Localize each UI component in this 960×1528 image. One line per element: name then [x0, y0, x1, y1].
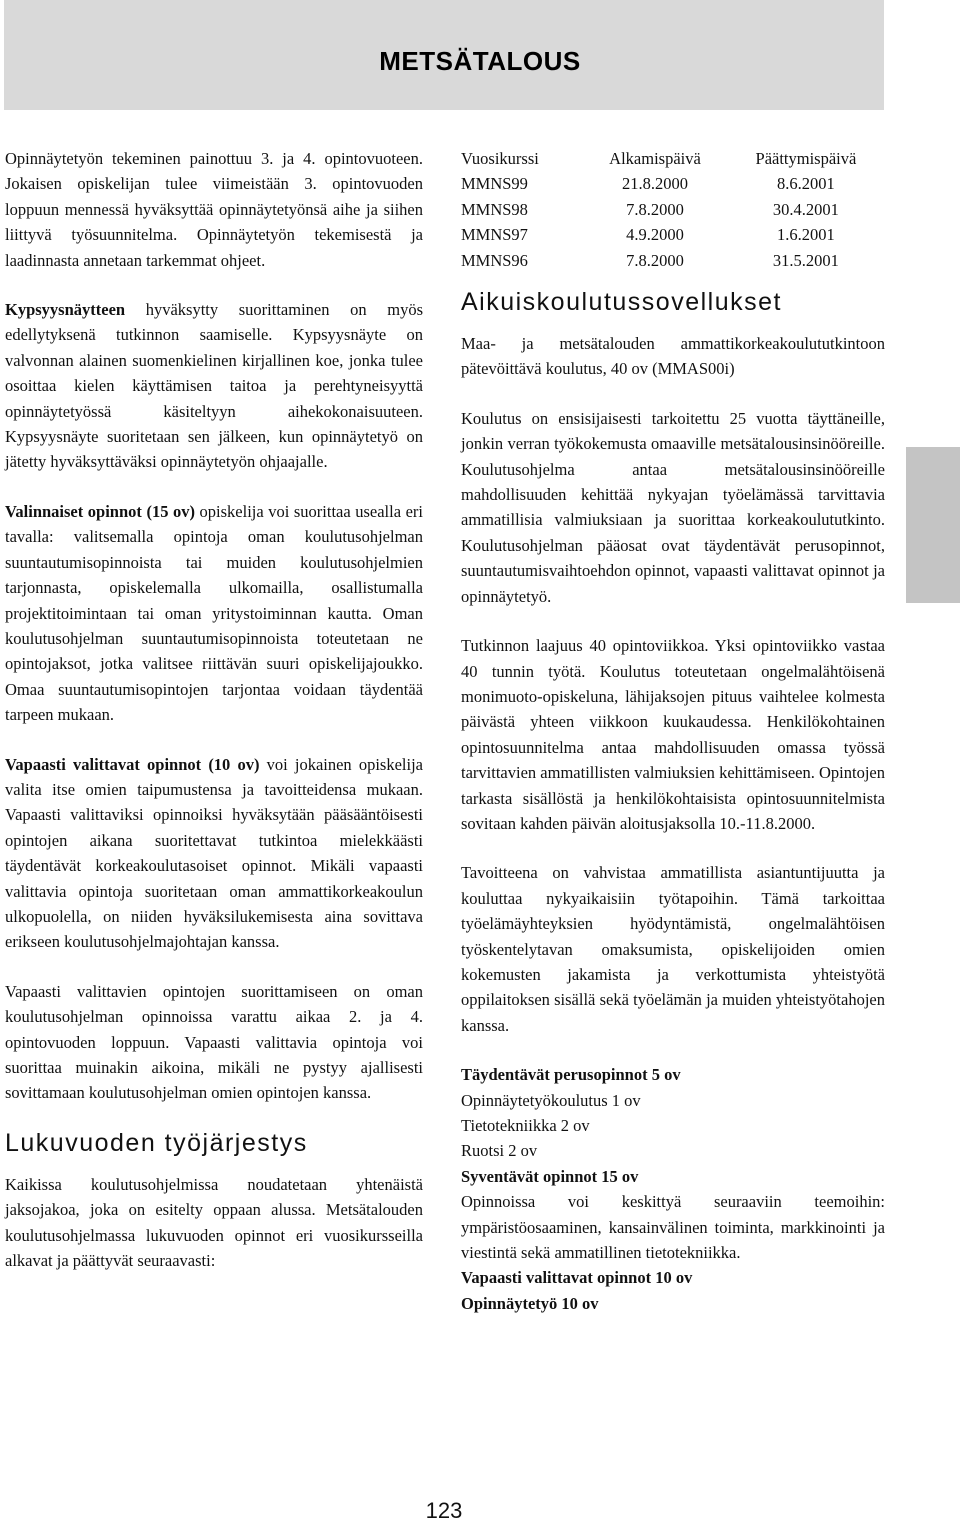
table-cell: 4.9.2000	[626, 225, 684, 245]
paragraph-thesis-intro: Opinnäytetyön tekeminen painottuu 3. ja 4. opintovuoteen. Jokaisen opiskelijan tulee viimeistään 3. opintovuoden loppuun mennessä hyväksyttää opinnäytetyönsä aihe ja siihen liittyvä työsuunnitelma. Opinnäytetyön tekemisestä ja laadinnasta annetaan tarkemmat ohjeet.	[5, 149, 423, 270]
elective-studies-text: opiskelija voi suorittaa usealla eri tavalla: valitsemalla opintoja oman koulutusohjelman suuntautumisopinnoista tai muiden koulutusohjelmien tarjonnasta, opiskelemalla ulkomailla, osallistumalla projektitoimintaan tai oman yritystoiminnan kautta. Oman koulutusohjelman suuntautumisopinnoista toteutetaan ne opintojaksot, jotka valitsee riittävän suuri opiskelijajoukko. Omaa suuntautumisopintojen tarjontaa voidaan täydentää tarpeen mukaan.	[5, 501, 423, 725]
table-cell: MMNS98	[461, 199, 528, 219]
paragraph-free-choice-timing: Vapaasti valittavien opintojen suorittamiseen on oman koulutusohjelman opinnoissa varattu aikaa 2. ja 4. opintovuoden loppuun. Vapaasti valittavia opintoja voi suorittaa muinakin aikoina, mikäli ne pystyy ajallisesti sovittamaan koulutusohjelman omien opintojen kanssa.	[5, 981, 423, 1103]
list-heading-free-choice: Vapaasti valittavat opinnot 10 ov	[461, 1268, 693, 1288]
list-heading-basic-studies: Täydentävät perusopinnot 5 ov	[461, 1065, 681, 1085]
table-row	[461, 248, 885, 273]
list-item: Opinnäytetyökoulutus 1 ov	[461, 1090, 641, 1110]
table-cell: 7.8.2000	[626, 199, 684, 219]
maturity-test-text: hyväksytty suorittaminen on myös edellytyksenä tutkinnon saamiselle. Kypsyysnäyte on valvonnan alainen suomenkielinen kirjallinen koe, jonka tulee osoittaa kielen käyttämisen taitoa ja perehtyneisyyttä opinnäytetyössä käsiteltyyn aihekokonaisuuteen. Kypsyysnäyte suoritetaan sen jälkeen, kun opinnäytetyö on jätetty hyväksyttäväksi opinnäytetyön ohjaajalle.	[5, 300, 423, 472]
page-title: METSÄTALOUS	[379, 46, 581, 76]
table-cell: 31.5.2001	[772, 250, 839, 270]
table-cell: 7.8.2000	[626, 250, 684, 270]
column-header-start: Alkamispäivä	[609, 149, 701, 168]
free-choice-text: voi jokainen opiskelija valita itse omien taipumustensa ja tavoitteidensa mukaan. Vapaasti valittaviksi opinnoiksi hyväksytään pääsääntöisesti opintojen aikana suoritettavat tutkintoa mielekkäästi täydentävät korkeakoulutasoiset opinnot. Mikäli vapaasti valittavia opintoja suoritetaan oman ammattikorkeakoulun ulkopuolella, on niiden hyväksilukemisesta aina sovittava erikseen koulutusohjelmajohtajan kanssa.	[5, 754, 423, 952]
section-heading-adult-education: Aikuiskoulutussovellukset	[461, 288, 782, 317]
paragraph-target-group: Koulutus on ensisijaisesti tarkoitettu 25 vuotta täyttäneille, jonkin verran työkokemusta omaaville metsätalousinsinööreille. Koulutusohjelma antaa metsätalousinsinööreille mahdollisuuden kehittää nykyajan työelämässä tarvittavia ammatillisia valmiuksiaan ja suorittaa korkeakoulututkinto. Koulutusohjelman pääosat ovat täydentävät perusopinnot, suuntautumisvaihtoehdon opinnot, vapaasti valittavat opinnot ja opinnäytetyö.	[461, 408, 885, 606]
column-header-end: Päättymispäivä	[755, 149, 857, 168]
elective-studies-lead: Valinnaiset opinnot (15 ov)	[5, 501, 195, 521]
paragraph-timetable-intro: Kaikissa koulutusohjelmissa noudatetaan yhtenäistä jaksojakoa, joka on esitelty oppaan alussa. Metsätalouden koulutusohjelmassa lukuvuoden opinnot eri vuosikursseilla alkavat ja päättyvät seuraavasti:	[5, 1174, 423, 1271]
paragraph-elective-studies	[5, 499, 423, 728]
column-header-course: Vuosikurssi	[461, 149, 539, 168]
paragraph-free-choice-studies	[5, 752, 423, 955]
list-item: Ruotsi 2 ov	[461, 1141, 538, 1161]
chapter-tab-marker	[906, 447, 960, 603]
list-item: Tietotekniikka 2 ov	[461, 1116, 590, 1135]
page-number: 123	[425, 1498, 463, 1523]
table-cell: MMNS97	[461, 225, 528, 245]
table-cell: 30.4.2001	[772, 199, 839, 219]
paragraph-goals: Tavoitteena on vahvistaa ammatillista asiantuntijuutta ja kouluttaa nykyaikaisiin työtapoihin. Tämä tarkoittaa työelämäyhteyksien hyödyntämistä, ongelmalähtöisen työskentelytavan omaksumista, opiskelijoiden omien kokemusten jakamista ja verkottumista yhteistyötä oppilaitoksen sisällä sekä työelämän ja muiden yhteistyötahojen kanssa.	[461, 863, 885, 1035]
course-schedule-table	[461, 146, 885, 273]
maturity-test-lead: Kypsyysnäytteen	[5, 300, 126, 320]
right-column	[461, 146, 885, 1316]
left-column	[5, 146, 423, 1273]
table-cell: MMNS96	[461, 250, 528, 270]
study-structure-list	[461, 1062, 885, 1316]
table-row	[461, 171, 885, 196]
paragraph-program-name: Maa- ja metsätalouden ammattikorkeakoulututkintoon pätevöittävä koulutus, 40 ov (MMAS00i)	[461, 334, 885, 379]
free-choice-lead: Vapaasti valittavat opinnot (10 ov)	[5, 754, 260, 774]
paragraph-maturity-test	[5, 297, 423, 475]
section-heading-timetable: Lukuvuoden työjärjestys	[5, 1128, 308, 1157]
list-heading-advanced-studies: Syventävät opinnot 15 ov	[461, 1166, 639, 1186]
table-header-row	[461, 146, 885, 171]
table-cell: 8.6.2001	[777, 174, 835, 194]
table-row	[461, 197, 885, 222]
table-cell: MMNS99	[461, 174, 528, 194]
list-item: Opinnoissa voi keskittyä seuraaviin teemoihin: ympäristöosaaminen, kansainvälinen toiminta, markkinointi ja viestintä sekä ammatillinen tietotekniikka.	[461, 1192, 885, 1263]
list-heading-thesis: Opinnäytetyö 10 ov	[461, 1293, 599, 1313]
table-cell: 21.8.2000	[621, 174, 688, 194]
table-cell: 1.6.2001	[777, 225, 835, 245]
table-row	[461, 222, 885, 247]
paragraph-scope: Tutkinnon laajuus 40 opintoviikkoa. Yksi opintoviikko vastaa 40 tunnin työtä. Koulutus toteutetaan ongelmalähtöisenä monimuoto-opiskeluna, lähijaksojen pituus vaihtelee kolmesta päivästä yhteen viikkoon kuukaudessa. Henkilökohtainen opintosuunnitelma antaa mahdollisuuden omassa työssä tarvittavien ammatillisten valmiuksien kehittämiseen. Opintojen tarkasta sisällöstä ja henkilökohtaisista opintosuunnitelmista sovitaan kahden päivän aloitusjaksolla 10.-11.8.2000.	[461, 636, 885, 833]
